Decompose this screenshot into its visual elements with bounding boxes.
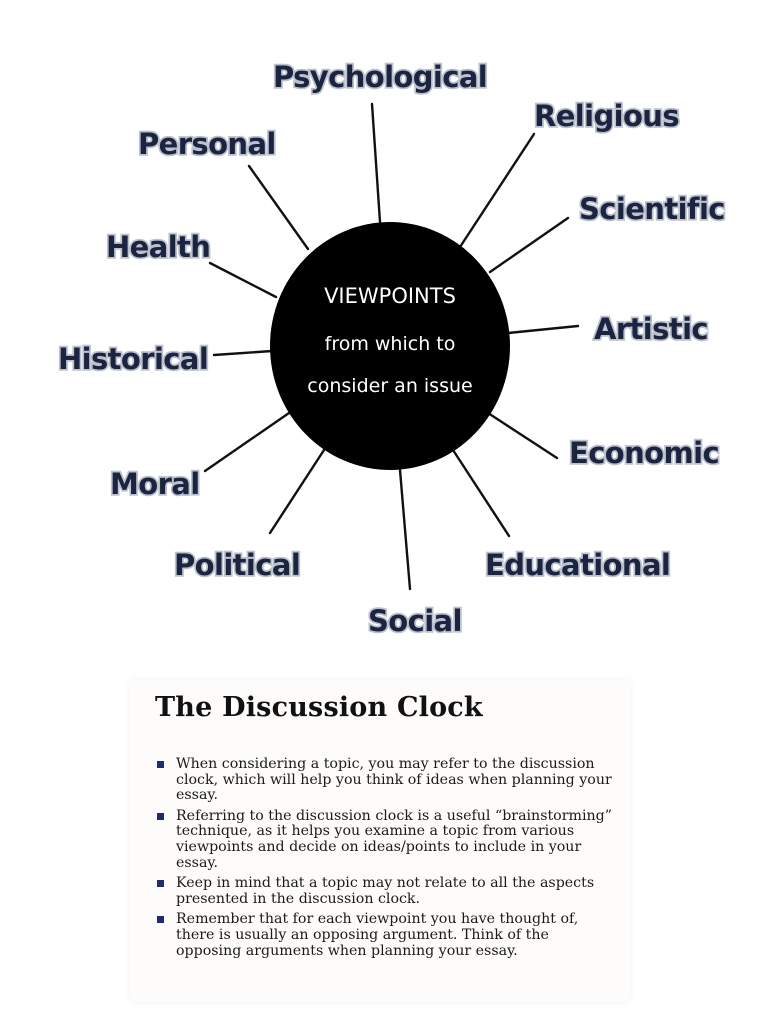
spoke-educational bbox=[453, 450, 509, 536]
center-subtitle-line-2: consider an issue bbox=[307, 375, 473, 397]
viewpoint-label-political: Political bbox=[174, 548, 301, 582]
document-title: The Discussion Clock bbox=[155, 692, 483, 723]
viewpoint-label-scientific: Scientific bbox=[579, 192, 725, 226]
viewpoint-label-health: Health bbox=[106, 230, 211, 264]
list-item bbox=[157, 912, 612, 959]
center-title: VIEWPOINTS bbox=[324, 284, 456, 308]
list-item bbox=[157, 757, 612, 804]
list-item bbox=[157, 876, 612, 907]
bullet-text: Keep in mind that a topic may not relate to all the aspects presented in the discussion clock. bbox=[176, 875, 595, 907]
spoke-economic bbox=[488, 413, 557, 458]
list-item bbox=[157, 809, 612, 871]
viewpoint-label-economic: Economic bbox=[569, 436, 720, 470]
spoke-historical bbox=[214, 351, 272, 355]
viewpoint-label-artistic: Artistic bbox=[594, 312, 709, 346]
viewpoint-label-historical: Historical bbox=[58, 342, 209, 376]
square-bullet-icon bbox=[157, 813, 164, 820]
viewpoint-label-psychological: Psychological bbox=[273, 60, 488, 94]
spoke-social bbox=[400, 470, 410, 589]
viewpoint-label-moral: Moral bbox=[110, 467, 200, 501]
viewpoint-label-personal: Personal bbox=[138, 127, 276, 161]
spoke-political bbox=[270, 450, 324, 533]
square-bullet-icon bbox=[157, 916, 164, 923]
bullet-text: Referring to the discussion clock is a useful “brainstorming” technique, as it helps you examine a topic from various viewpoints and decide on ideas/points to include in your essay. bbox=[176, 807, 612, 871]
square-bullet-icon bbox=[157, 880, 164, 887]
spoke-psychological bbox=[372, 104, 380, 222]
bullet-text: Remember that for each viewpoint you have thought of, there is usually an opposing argument. Think of the opposing arguments when planning your essay. bbox=[176, 911, 579, 959]
spoke-artistic bbox=[508, 326, 578, 333]
center-subtitle-line-1: from which to bbox=[324, 333, 456, 355]
square-bullet-icon bbox=[157, 761, 164, 768]
spoke-religious bbox=[460, 134, 534, 247]
bullet-list bbox=[157, 757, 612, 964]
bullet-text: When considering a topic, you may refer to the discussion clock, which will help you think of ideas when planning your essay. bbox=[176, 756, 612, 804]
viewpoint-label-social: Social bbox=[368, 604, 462, 638]
spoke-moral bbox=[205, 413, 289, 471]
spoke-personal bbox=[249, 166, 308, 249]
spoke-scientific bbox=[490, 218, 568, 272]
viewpoint-label-religious: Religious bbox=[534, 99, 680, 133]
viewpoint-label-educational: Educational bbox=[485, 548, 671, 582]
spoke-health bbox=[210, 263, 276, 297]
discussion-clock-document bbox=[130, 680, 630, 1002]
